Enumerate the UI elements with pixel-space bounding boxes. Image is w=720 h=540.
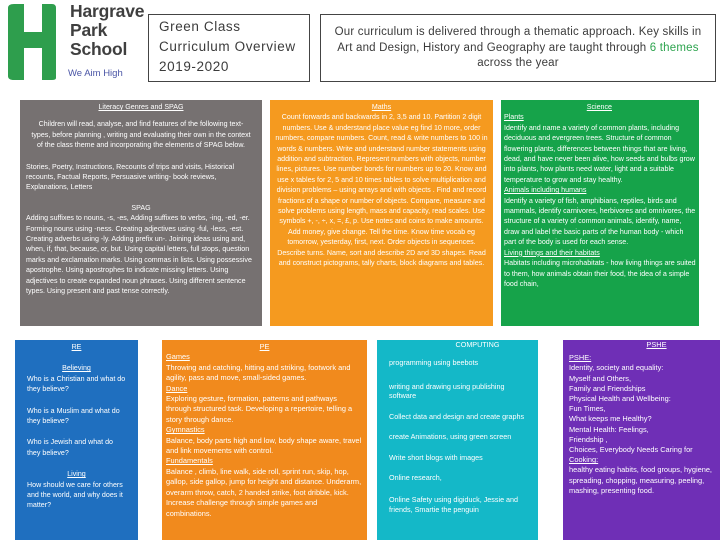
page-title: Green Class Curriculum Overview 2019-2020 — [148, 14, 310, 82]
school-logo — [6, 2, 146, 82]
school-logo-h-icon — [6, 2, 58, 82]
themes-highlight: 6 themes — [649, 41, 699, 54]
science-heading: Science — [586, 103, 612, 111]
re-heading: RE — [71, 343, 82, 351]
computing-item: programming using beebots — [389, 357, 479, 367]
science-panel: Science Plants Identify and name a variety of common plants, including deciduous and evergreen trees. Structure of common flowering plants, differences between things that are living, dead, and have never been alive, how seeds and bulbs grow into plants, how plants need water, light and a suitable temperature to grow and stay healthy. Animals including humans Identify a variety of fish, amphibians, reptiles, birds and mammals, identify carnivores, herbivores and omnivores, the structure of a variety of common animals, identify, name, draw and label the basic parts of the human body - which part of the body is used for each sense. Living things and their habitats Habitats including microhabitats - how living things are suited to them, how animals obtain their food, the idea of a simple food chain, — [501, 100, 699, 326]
computing-heading: COMPUTING — [455, 340, 500, 349]
computing-item: Write short blogs with images — [389, 452, 483, 462]
computing-item: writing and drawing using publishing software — [389, 381, 505, 401]
computing-item: create Animations, using green screen — [389, 431, 512, 441]
maths-panel: Maths Count forwards and backwards in 2, 3,5 and 10. Partition 2 digit numbers. Use & understand place value eg find 10 more, order numbers, compare numbers. Count, read & write numbers to 100 in words & numbers. Write and understand number statements using addition and subtraction. Represent numbers with objects, number lines, pictures. Use number bonds for numbers up to 20. Know and use x tables for 2, 5 and 10 times tables to solve multiplication and division problems – using arrays and with objects . Find and record fractions of a shape or number of objects. Compare, measure and solve problems using length, mass and capacity, read scales. Use symbols +, -, ÷, x, =, £, p. Use notes and coins to make amounts. Add money, give change. Tell the time. Know time vocab eg tomorrow, yesterday, first, next. Order objects in sequences. Describe turns. Name, sort and describe 2D and 3D shapes. Read and construct pictograms, tally charts, block diagrams and tables. — [270, 100, 493, 326]
pe-panel: PE Games Throwing and catching, hitting and striking, footwork and agility, pass and move, small-sided games. Dance Exploring gesture, formation, patterns and pathways through structured task. Developing a repertoire, telling a story through dance. Gymnastics Balance, body parts high and low, body shape aware, travel and link movements with control. Fundamentals Balance , climb, line walk, side roll, sprint run, skip, hop, gallop, side gallop, jump for height and distance. Underarm, overarm throw, catch, 2 handed strike, foot dribble, kick. Increase challenge through simple games and combinations. — [162, 340, 367, 540]
re-panel: RE Believing Who is a Christian and what do they believe? Who is a Muslim and what do they believe? Who is Jewish and what do they believe? Living How should we care for others and the world, and why does it matter? — [15, 340, 138, 540]
computing-panel — [377, 340, 538, 540]
literacy-panel: Literacy Genres and SPAG Children will read, analyse, and find features of the following text-types, before planning , writing and evaluating their own in the context of the class theme and incorporating the elements of SPAG below. Stories, Poetry, Instructions, Recounts of trips and visits, Historical recounts, Factual Reports, Persuasive writing- book reviews, Explanations, Letters SPAG Adding suffixes to nouns, -s, -es, Adding suffixes to verbs, -ing, -ed, -er. Forming nouns using -ness. Creating adjectives using -ful, -less, -est. Creating adverbs using -ly. Adding prefix un-. Joining ideas using and, when, if, that, because, or, but. Using capital letters, full stops, question marks and exclamation marks. Using commas in lists. Using possessive apostrophe. Using apostrophes to indicate missing letters. Using adjectives to create expanded noun phrases. Using different sentence types. Using present and past tense correctly. — [20, 100, 262, 326]
computing-item: Online research, — [389, 472, 442, 482]
literacy-heading: Literacy Genres and SPAG — [98, 103, 184, 111]
computing-item: Online Safety using digiduck, Jessie and friends, Smartie the penguin — [389, 495, 519, 515]
pshe-panel: PSHE PSHE: Identity, society and equality: Myself and Others, Family and Friendships Physical Health and Wellbeing: Fun Times, What keeps me Healthy? Mental Health: Feelings, Friendship , Choices, Everybody Needs Caring for Cooking: healthy eating habits, food groups, hygiene, spreading, chopping, measuring, peeling, mashing, presenting food. — [563, 340, 720, 540]
maths-heading: Maths — [371, 103, 392, 111]
pshe-heading: PSHE — [646, 340, 667, 349]
school-name: Hargrave Park School — [70, 1, 145, 59]
computing-item: Collect data and design and create graphs — [389, 412, 525, 422]
pe-heading: PE — [259, 342, 270, 351]
curriculum-intro: Our curriculum is delivered through a thematic approach. Key skills in Art and Design, History and Geography are taught through 6 themes across the year — [320, 14, 716, 82]
school-motto: We Aim High — [68, 68, 123, 79]
